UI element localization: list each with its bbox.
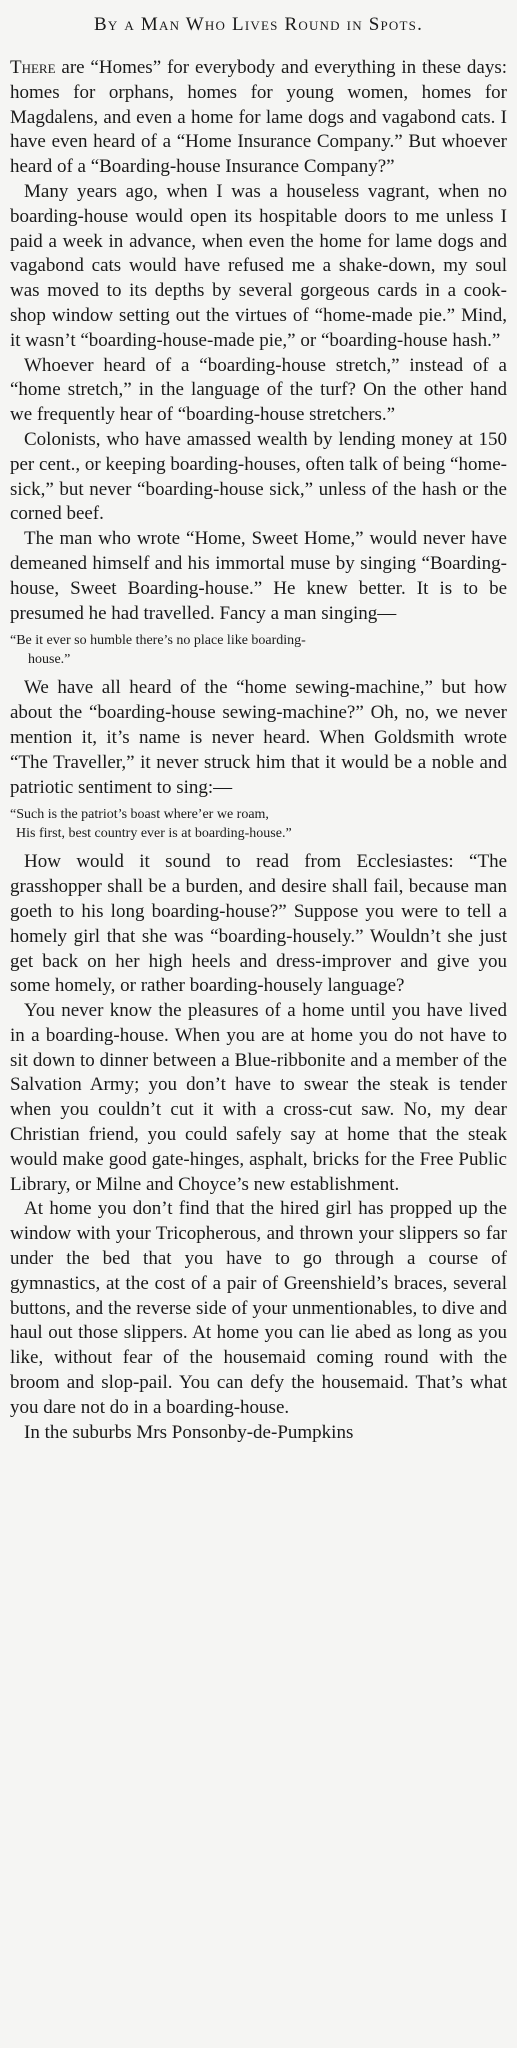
paragraph-home-sweet-home: The man who wrote “Home, Sweet Home,” would never have demeaned himself and his immortal muse by singing “Boarding-house, Sweet Boarding-house.” He knew better. It is to be presumed he had travelled. Fancy a man singing— [10, 528, 507, 624]
verse-line: “Such is the patriot’s boast where’er we roam, [10, 807, 269, 823]
verse-line: house.” [28, 652, 71, 668]
paragraph-houseless-vagrant: Many years ago, when I was a houseless vagrant, when no boarding-house would open its hospitable doors to me unless I paid a week in advance, when even the home for lame dogs and vagabond cats would have refused me a shake-down, my soul was moved to its depths by several gorgeous cards in a cook-shop window setting out the virtues of “home-made pie.” Mind, it wasn’t “boarding-house-made pie,” or “boarding-house hash.” [10, 180, 507, 351]
verse-line: His first, best country ever is at boarding-house.” [16, 826, 292, 842]
verse-quote-patriot [10, 805, 507, 843]
article-body [10, 56, 507, 1445]
paragraph-sewing-machine: We have all heard of the “home sewing-machine,” but how about the “boarding-house sewing-machine?” Oh, no, we never mention it, it’s name is never heard. When Goldsmith wrote “The Traveller,” it never struck him that it would be a noble and patriotic sentiment to sing:— [10, 677, 507, 798]
paragraph-ecclesiastes: How would it sound to read from Ecclesiastes: “The grasshopper shall be a burden, and desire shall fail, because man goeth to his long boarding-house?” Suppose you were to tell a homely girl that she was “boarding-housely.” Wouldn’t she just get back on her high heels and dress-improver and give you some homely, or rather boarding-housely language? [10, 851, 507, 997]
verse-quote-humble [10, 631, 507, 669]
paragraph-suburbs: In the suburbs Mrs Ponsonby-de-Pumpkins [24, 1421, 354, 1443]
paragraph-lead-word: There [10, 57, 56, 78]
paragraph-hired-girl: At home you don’t find that the hired girl has propped up the window with your Tricopherous, and thrown your slippers so far under the bed that you have to go through a course of gymnastics, at the cost of a pair of Greenshield’s braces, several buttons, and the reverse side of your unmentionables, to dive and haul out those slippers. At home you can lie abed as long as you like, without fear of the housemaid coming round with the broom and slop-pail. You can defy the housemaid. That’s what you dare not do in a boarding-house. [10, 1198, 507, 1418]
paragraph-text: are “Homes” for everybody and everything in these days: homes for orphans, homes for young women, homes for Magdalens, and even a home for lame dogs and vagabond cats. I have even heard of a “Home Insurance Company.” But whoever heard of a “Boarding-house Insurance Company?” [10, 57, 507, 178]
verse-line: “Be it ever so humble there’s no place like boarding- [10, 633, 306, 649]
paragraph-homes [10, 56, 507, 180]
paragraph-colonists: Colonists, who have amassed wealth by lending money at 150 per cent., or keeping boarding-houses, often talk of being “home-sick,” but never “boarding-house sick,” unless of the hash or the corned beef. [10, 428, 508, 525]
paragraph-pleasures-of-home: You never know the pleasures of a home until you have lived in a boarding-house. When you are at home you do not have to sit down to dinner between a Blue-ribbonite and a member of the Salvation Army; you don’t have to swear the steak is tender when you couldn’t cut it with a cross-cut saw. No, my dear Christian friend, you could safely say at home that the steak would make good gate-hinges, asphalt, bricks for the Free Public Library, or Milne and Choyce’s new establishment. [10, 1000, 507, 1195]
article-headline: By a Man Who Lives Round in Spots. [93, 14, 424, 35]
paragraph-boarding-house-stretch: Whoever heard of a “boarding-house stretch,” instead of a “home stretch,” in the language of the turf? On the other hand we frequently hear of “boarding-house stretchers.” [10, 354, 507, 426]
